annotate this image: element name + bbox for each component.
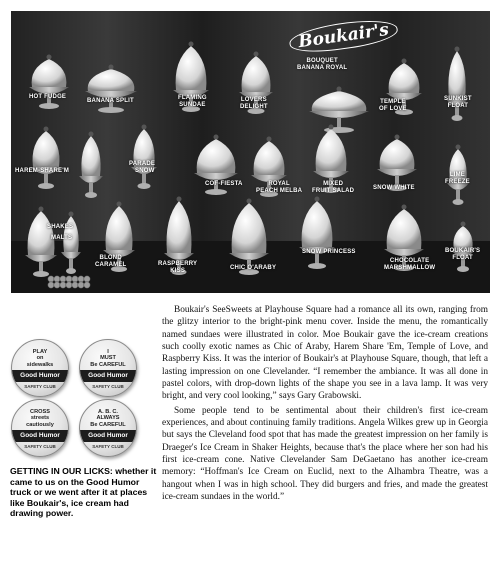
cherry-topping — [177, 197, 182, 202]
pin-brand-band: Good Humor — [12, 430, 68, 442]
sundae-foot — [39, 103, 59, 109]
sundae-display-illustration — [11, 11, 490, 293]
sundae-foot — [138, 183, 151, 189]
label-parade: PARADE — [129, 161, 156, 167]
label-lime-freeze: LIME FREEZE — [445, 172, 470, 185]
good-humor-pin — [11, 399, 69, 457]
label-banana-split: BANANA SPLIT — [87, 98, 134, 104]
label-harem-share-m: HAREM-SHARE'M — [15, 168, 70, 174]
pin-slogan: CROSS streets cautiously — [26, 409, 54, 428]
sundae-foot — [453, 199, 464, 205]
grape — [48, 282, 54, 288]
sundae-foot — [205, 189, 227, 195]
cherry-topping — [456, 145, 461, 150]
label-snow-white: SNOW WHITE — [373, 185, 415, 191]
cherry-topping — [69, 212, 74, 217]
cherry-topping — [395, 135, 400, 140]
sundae-foot — [457, 266, 469, 272]
pin-club: SAFETY CLUB — [24, 444, 56, 449]
sundae-foot — [308, 263, 326, 269]
grape — [84, 282, 90, 288]
cherry-topping — [117, 202, 122, 207]
cherry-topping — [47, 55, 52, 60]
cherry-topping — [39, 207, 44, 212]
grape — [54, 282, 60, 288]
pin-club: SAFETY CLUB — [92, 384, 124, 389]
cherry-topping — [455, 47, 460, 52]
grape — [84, 276, 90, 282]
cherry-topping — [44, 127, 49, 132]
sundae-foot — [38, 183, 54, 189]
cherry-topping — [109, 65, 114, 70]
label-chocolate-marshmallow: CHOCOLATE MARSHMALLOW — [384, 258, 436, 271]
label-blond-caramel: BLOND CARAMEL — [95, 255, 127, 268]
label-flaming-sundae: FLAMING SUNDAE — [178, 95, 207, 108]
pin-brand-band: Good Humor — [80, 370, 136, 382]
cherry-topping — [329, 125, 334, 130]
article-paragraph: Boukair's SeeSweets at Playhouse Square had a romance all its own, ranging from the glitzy interior to the bright-pink menu cover. Inside the menu, the romantically named sundaes were illustrated in color. Moe Boukair gave the ice-cream creations such coolly exotic names as Chic of Araby, Harem Share 'Em, Temple of Love, and Raspberry Kiss. It was the interior of Boukair's at Playhouse Square, though, that left a lasting impression on one Clevelander. “I remember the ambiance. It was all done in pastel colors, with drop-down lights of the shape you see in a lava lamp. It was very bright, and very cool looking,” says Gary Grabowski. — [162, 305, 488, 402]
article-body — [162, 304, 488, 504]
grape — [78, 282, 84, 288]
grape — [66, 276, 72, 282]
sundae-foot — [66, 268, 76, 274]
sundae-foot — [33, 271, 49, 277]
grape — [60, 276, 66, 282]
pin-slogan: A. B. C. ALWAYS Be CAREFUL — [90, 409, 126, 428]
good-humor-pin — [79, 399, 137, 457]
grape — [60, 282, 66, 288]
cherry-topping — [315, 197, 320, 202]
label-hot-fudge: HOT FUDGE — [29, 94, 67, 100]
pin-brand-band: Good Humor — [12, 370, 68, 382]
cherry-topping — [267, 137, 272, 142]
label-sunkist-float: SUNKIST FLOAT — [444, 96, 472, 109]
boukairs-logo: Boukair's — [288, 16, 400, 57]
label-mixed-fruit-salad: MIXED FRUIT SALAD — [312, 181, 355, 194]
label-cof-fiesta: COF-FIESTA — [205, 181, 243, 187]
label-snow: SNOW — [135, 168, 155, 174]
cherry-topping — [189, 42, 194, 47]
cherry-topping — [337, 87, 342, 92]
sundae-foot — [452, 115, 463, 121]
label-royal-peach-melba: ROYAL PEACH MELBA — [256, 181, 303, 194]
pin-slogan: I MUST Be CAREFUL — [90, 349, 126, 368]
grape — [54, 276, 60, 282]
label-snow-princess: SNOW PRINCESS — [302, 249, 356, 255]
label-shakes: SHAKES — [47, 224, 74, 230]
sundae-photo — [11, 11, 490, 293]
cherry-topping — [254, 52, 259, 57]
pin-slogan: PLAY on sidewalks — [26, 349, 54, 368]
article-paragraph: Some people tend to be sentimental about their children's first ice-cream experiences, and about continuing family traditions. Angela Wilkes grew up in Georgia but says the Cleveland food spot that has made the greatest impression on her family is Draeger's Ice Cream in Shaker Heights, because that's the place where her son had his first ice-cream cone. Native Clevelander Sam DeGaetano has another ice-cream memory: “Hoffman's Ice Cream on Euclid, next to the Alhambra Theatre, was a hangout when I was in high school. They did burgers and fries, and made the greatest ice-cream sundaes in the world.” — [162, 405, 488, 503]
label-boukairs-float: BOUKAIR'S FLOAT — [445, 248, 481, 261]
grape — [72, 282, 78, 288]
cherry-topping — [402, 59, 407, 64]
label-lovers-delight: LOVERS DELIGHT — [240, 97, 268, 110]
grape — [78, 276, 84, 282]
cherry-topping — [142, 125, 147, 130]
sundae-foot — [85, 192, 97, 198]
pin-club: SAFETY CLUB — [24, 384, 56, 389]
cherry-topping — [402, 205, 407, 210]
photo-caption: GETTING IN OUR LICKS: whether it came to us on the Good Humor truck or we went after it at places like Boukair's, ice cream had drawing power. — [10, 466, 157, 519]
cherry-topping — [247, 199, 252, 204]
label-chic-o-araby: CHIC O'ARABY — [230, 265, 277, 271]
good-humor-pin — [79, 339, 137, 397]
cherry-topping — [461, 222, 466, 227]
cherry-topping — [89, 132, 94, 137]
grape — [66, 282, 72, 288]
pin-brand-band: Good Humor — [80, 430, 136, 442]
good-humor-pin — [11, 339, 69, 397]
label-raspberry-kiss: RASPBERRY KISS — [158, 261, 198, 274]
pin-club: SAFETY CLUB — [92, 444, 124, 449]
sundae-foot — [98, 107, 124, 113]
label-malts: MALTS — [51, 235, 73, 241]
grape — [48, 276, 54, 282]
label-temple-of-love: TEMPLE OF LOVE — [379, 99, 407, 112]
label-bouquet-banana-royal: BOUQUET BANANA ROYAL — [297, 58, 348, 71]
cherry-topping — [214, 135, 219, 140]
grape — [72, 276, 78, 282]
